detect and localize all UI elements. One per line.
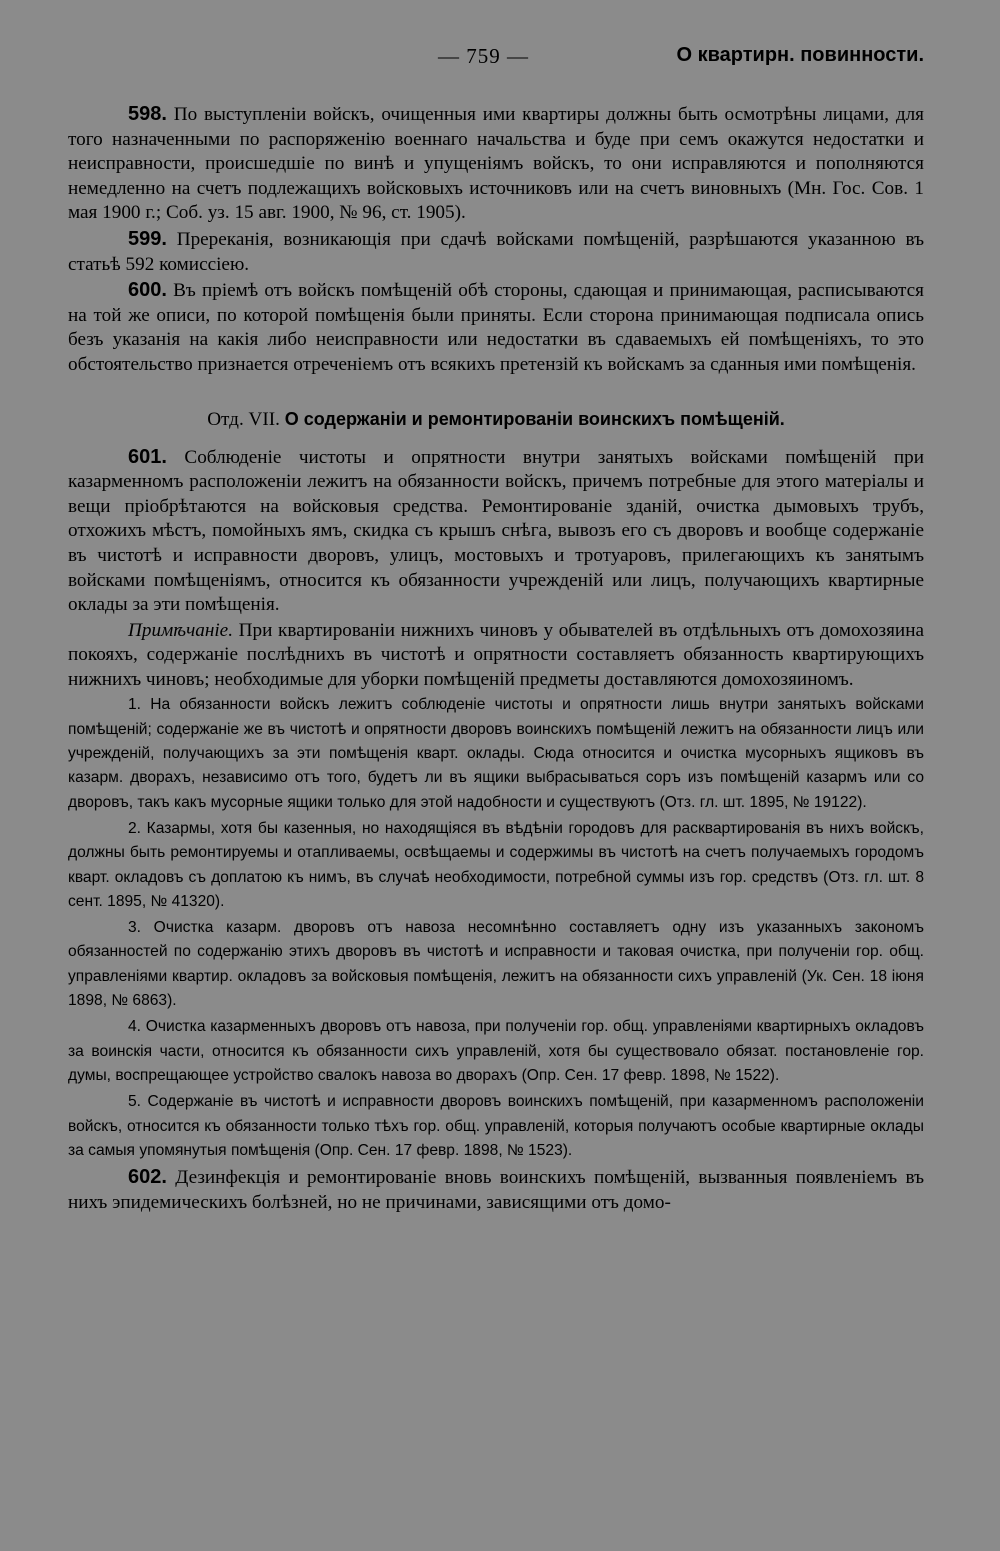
article-601 xyxy=(68,445,924,618)
article-text: Пререканія, возникающія при сдачѣ войсками помѣщеній, разрѣшаются указанною въ статьѣ 592 комиссіею. xyxy=(68,228,924,275)
section-label: Отд. VII. xyxy=(207,408,280,430)
article-598 xyxy=(68,102,924,226)
page-body xyxy=(68,102,924,1216)
article-600 xyxy=(68,278,924,377)
article-number: 601. xyxy=(128,445,167,468)
page-number: — 759 — xyxy=(438,44,529,68)
article-602 xyxy=(68,1165,924,1215)
article-number: 600. xyxy=(128,279,167,302)
note-text: При квартированіи нижнихъ чиновъ у обывателей въ отдѣльныхъ отъ домохозяина покояхъ, содержаніе послѣднихъ въ чистотѣ и опрятности составляетъ обязанность квартирующихъ нижнихъ чиновъ; необходимые для уборки помѣщеній предметы доставляются домохозяиномъ. xyxy=(68,619,924,690)
subpoint-4: 4. Очистка казарменныхъ дворовъ отъ навоза, при полученіи гор. общ. управленіями квартирныхъ окладовъ за воинскія части, относится къ обязанности сихъ управленій, хотя бы существовало обязат. постановленіе гор. думы, воспрещающее устройство свалокъ навоза во дворахъ (Опр. Сен. 17 февр. 1898, № 1522). xyxy=(68,1018,924,1084)
article-number: 602. xyxy=(128,1166,167,1189)
note-label: Примѣчаніе. xyxy=(128,619,233,641)
article-text: Соблюденіе чистоты и опрятности внутри занятыхъ войсками помѣщеній при казарменномъ расположеніи лежитъ на обязанности войскъ, причемъ потребные для этого матеріалы и вещи пріобрѣтаются на войсковыя средства. Ремонтированіе зданій, очистка дымовыхъ трубъ, отхожихъ мѣстъ, помойныхъ ямъ, скидка съ крышъ снѣга, вывозъ его съ дворовъ и вообще содержаніе въ чистотѣ и исправности дворовъ, улицъ, мостовыхъ и тротуаровъ, прилегающихъ къ занятымъ войсками помѣщеніямъ, относится къ обязанности учрежденій или лицъ, получающихъ квартирные оклады за эти помѣщенія. xyxy=(68,446,924,616)
page-header xyxy=(68,44,924,78)
section-title: О содержаніи и ремонтированіи воинскихъ помѣщеній. xyxy=(284,408,785,429)
article-note xyxy=(68,619,924,693)
section-heading xyxy=(68,406,924,433)
article-text: По выступленіи войскъ, очищенныя ими квартиры должны быть осмотрѣны лицами, для того назначенными по распоряженію военнаго начальства и буде при семъ окажутся недостатки и неисправности, происшедшіе по винѣ и упущеніямъ войскъ, то они исправляются и пополняются немедленно на счетъ подлежащихъ войсковыхъ источниковъ или на счетъ виновныхъ (Мн. Гос. Сов. 1 мая 1900 г.; Соб. уз. 15 авг. 1900, № 96, ст. 1905). xyxy=(68,104,925,224)
running-title: О квартирн. повинности. xyxy=(676,44,924,66)
subpoint-1: 1. На обязанности войскъ лежитъ соблюденіе чистоты и опрятности лишь внутри занятыхъ войсками помѣщеній; содержаніе же въ чистотѣ и опрятности дворовъ воинскихъ помѣщеній лежитъ на обязанности лицъ или учрежденій, получающихъ за эти помѣщенія кварт. оклады. Сюда относится и очистка мусорныхъ ящиковъ въ казарм. дворахъ, независимо отъ того, будетъ ли въ ящики выбрасываться соръ изъ помѣщеній казармъ или со дворовъ, такъ какъ мусорные ящики только для этой надобности и существуютъ (Отз. гл. шт. 1895, № 19122). xyxy=(68,696,924,811)
article-text: Дезинфекція и ремонтированіе вновь воинскихъ помѣщеній, вызванныя появленіемъ въ нихъ эпидемическихъ болѣзней, но не причинами, зависящими отъ домо- xyxy=(68,1167,924,1213)
article-number: 598. xyxy=(128,103,167,125)
subpoint-5: 5. Содержаніе въ чистотѣ и исправности дворовъ воинскихъ помѣщеній, при казарменномъ расположеніи войскъ, относится къ обязанности только тѣхъ гор. общ. управленій, которыя получаютъ особые квартирные оклады за самыя упомянутыя помѣщенія (Опр. Сен. 17 февр. 1898, № 1523). xyxy=(68,1093,924,1159)
subpoint-2: 2. Казармы, хотя бы казенныя, но находящіяся въ вѣдѣніи городовъ для расквартированія въ нихъ войскъ, должны быть ремонтируемы и отапливаемы, освѣщаемы и содержимы въ чистотѣ на счетъ получаемыхъ городомъ кварт. окладовъ съ доплатою къ нимъ, въ случаѣ необходимости, потребной суммы изъ гор. средствъ (Отз. гл. шт. 8 сент. 1895, № 41320). xyxy=(68,819,924,910)
article-text: Въ пріемѣ отъ войскъ помѣщеній обѣ стороны, сдающая и принимающая, расписываются на той же описи, по которой помѣщенія были приняты. Если сторона принимающая подписала опись безъ указанія на какія либо неисправности или недостатки въ сдаваемыхъ ей помѣщеніяхъ, то это обстоятельство признается отреченіемъ отъ всякихъ претензій къ войскамъ за сданныя ими помѣщенія. xyxy=(68,280,924,375)
article-number: 599. xyxy=(128,227,167,250)
subpoint-3: 3. Очистка казарм. дворовъ отъ навоза несомнѣнно составляетъ одну изъ указанныхъ закономъ обязанностей по содержанію этихъ дворовъ въ чистотѣ и исправности и таковая очистка, при полученіи гор. общ. управленіями квартир. окладовъ за войсковыя помѣщенія, лежитъ на обязанности сихъ управленій (Ук. Сен. 18 іюня 1898, № 6863). xyxy=(68,919,924,1010)
article-599 xyxy=(68,227,924,277)
